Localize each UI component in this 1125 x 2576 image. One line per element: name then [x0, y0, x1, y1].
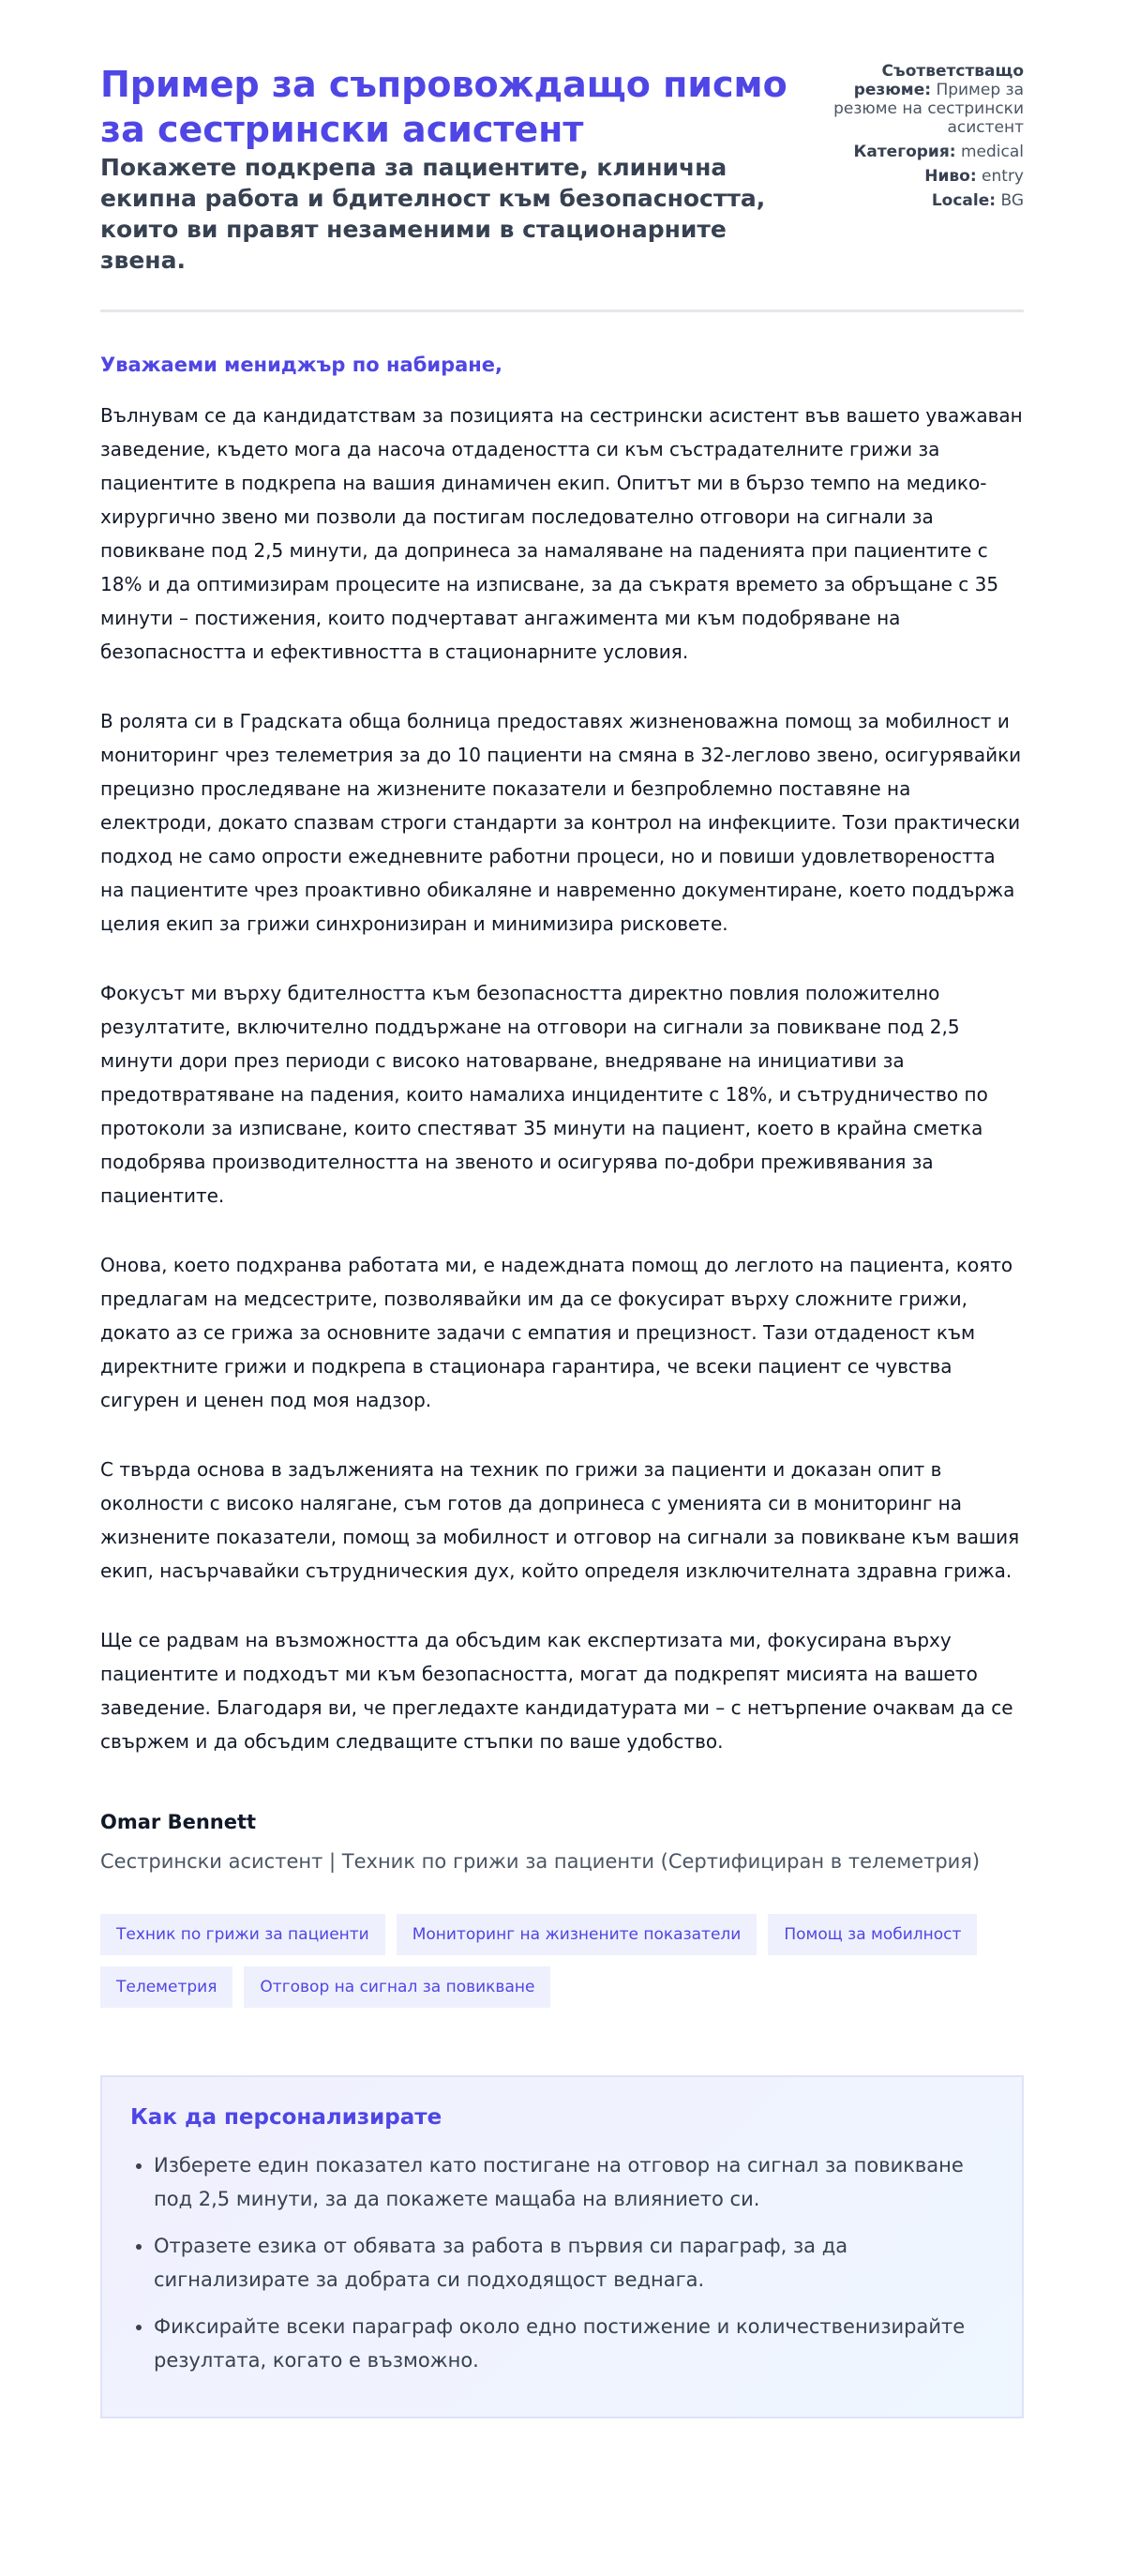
letter-paragraph: Вълнувам се да кандидатствам за позицията на сестрински асистент във вашето уважаван заведение, където мога да насоча отдадеността си към състрадателните грижи за пациентите в подкрепа на вашия динамичен екип. Опитът ми в бързо темпо на медико-хирургично звено ми позволи да постигам последователно отговори на сигнали за повикване под 2,5 минути, да допринеса за намаляване на паденията при пациентите с 18% и да оптимизирам процесите на изписване, за да съкратя времето за обръщане с 35 минути – постижения, които подчертават ангажимента ми към подобряване на безопасността и ефективността в стационарните условия.: [100, 404, 1023, 663]
skill-tags: [100, 1914, 1038, 2008]
tip-item: • Отразете езика от обявата за работа в първия си параграф, за да сигнализирате за добрата си подходящост веднага.: [154, 2229, 994, 2297]
skill-tag: Техник по грижи за пациенти: [100, 1914, 385, 1955]
page-title: Пример за съпровождащо писмо за сестрински асистент: [100, 64, 788, 150]
meta-locale: [818, 191, 1024, 210]
meta-panel: [818, 62, 1024, 216]
tip-item: • Фиксирайте всеки параграф около едно постижение и количественизирайте резултата, когато е възможно.: [154, 2310, 994, 2377]
meta-category: [818, 143, 1024, 161]
divider: [100, 309, 1024, 312]
meta-label: Съответстващо резюме:: [853, 62, 1024, 99]
tips-list: [130, 2148, 994, 2377]
signature-name: Omar Bennett: [100, 1811, 257, 1833]
letter-paragraph: В ролята си в Градската обща болница предоставях жизненоважна помощ за мобилност и мониторинг чрез телеметрия за до 10 пациенти на смяна в 32-леглово звено, осигурявайки прецизно проследяване на жизнените показатели и безпроблемно поставяне на електроди, докато спазвам строги стандарти за контрол на инфекциите. Този практически подход не само опрости ежедневните работни процеси, но и повиши удовлетвореността на пациентите чрез проактивно обикаляне и навременно документиране, което поддържа целия екип за грижи синхронизиран и минимизира рисковете.: [100, 710, 1022, 935]
meta-value: BG: [1000, 191, 1024, 210]
skill-tag: Телеметрия: [100, 1966, 232, 2008]
meta-level: [818, 167, 1024, 186]
letter-paragraph: Ще се радвам на възможността да обсъдим как експертизата ми, фокусирана върху пациентите и подходът ми към безопасността, могат да подкрепят мисията на вашето заведение. Благодаря ви, че прегледахте кандидатурата ми – с нетърпение очаквам да се свържем и да обсъдим следващите стъпки по ваше удобство.: [100, 1629, 1013, 1753]
customization-tips: [100, 2075, 1024, 2418]
letter-paragraph: Фокусът ми върху бдителността към безопасността директно повлия положително резултатите, включително поддържане на отговори на сигнали за повикване под 2,5 минути дори през периоди с високо натоварване, внедряване на инициативи за предотвратяване на падения, които намалиха инцидентите с 18%, и сътрудничество по протоколи за изписване, които спестяват 35 минути на пациент, което в крайна сметка подобрява производителността на звеното и осигурява по-добри преживявания за пациентите.: [100, 982, 988, 1207]
skill-tag: Помощ за мобилност: [768, 1914, 977, 1955]
meta-matching-resume: [818, 62, 1024, 137]
meta-value: entry: [982, 167, 1024, 186]
meta-value: medical: [960, 143, 1024, 161]
signature-title: Сестрински асистент | Техник по грижи за пациенти (Сертифициран в телеметрия): [100, 1850, 981, 1873]
meta-value[interactable]: Пример за резюме на сестрински асистент: [833, 81, 1024, 137]
tips-title: Как да персонализирате: [130, 2105, 442, 2130]
skill-tag: Отговор на сигнал за повикване: [244, 1966, 550, 2008]
skill-tag: Мониторинг на жизнените показатели: [397, 1914, 758, 1955]
letter-body: [100, 399, 1024, 1758]
meta-label: Ниво:: [924, 167, 977, 186]
letter-paragraph: С твърда основа в задълженията на техник по грижи за пациенти и доказан опит в околности с високо налягане, съм готов да допринеса с уменията си в мониторинг на жизнените показатели, помощ за мобилност и отговор на сигнали за повикване към вашия екип, насърчавайки сътрудническия дух, който определя изключителната здравна грижа.: [100, 1458, 1020, 1582]
greeting: Уважаеми мениджър по набиране,: [100, 354, 503, 376]
page-subtitle: Покажете подкрепа за пациентите, клинична екипна работа и бдителност към безопасността, които ви правят незаменими в стационарните звена.: [100, 154, 766, 274]
meta-label: Категория:: [853, 143, 956, 161]
meta-label: Locale:: [931, 191, 997, 210]
header: [100, 62, 1024, 276]
letter-paragraph: Онова, което подхранва работата ми, е надеждната помощ до леглото на пациента, която предлагам на медсестрите, позволявайки им да се фокусират върху сложните грижи, докато аз се грижа за основните задачи с емпатия и прецизност. Тази отдаденост към директните грижи и подкрепа в стационара гарантира, че всеки пациент се чувства сигурен и ценен под моя надзор.: [100, 1254, 1013, 1411]
tip-item: • Изберете един показател като постигане на отговор на сигнал за повикване под 2,5 минути, за да покажете мащаба на влиянието си.: [154, 2148, 994, 2216]
